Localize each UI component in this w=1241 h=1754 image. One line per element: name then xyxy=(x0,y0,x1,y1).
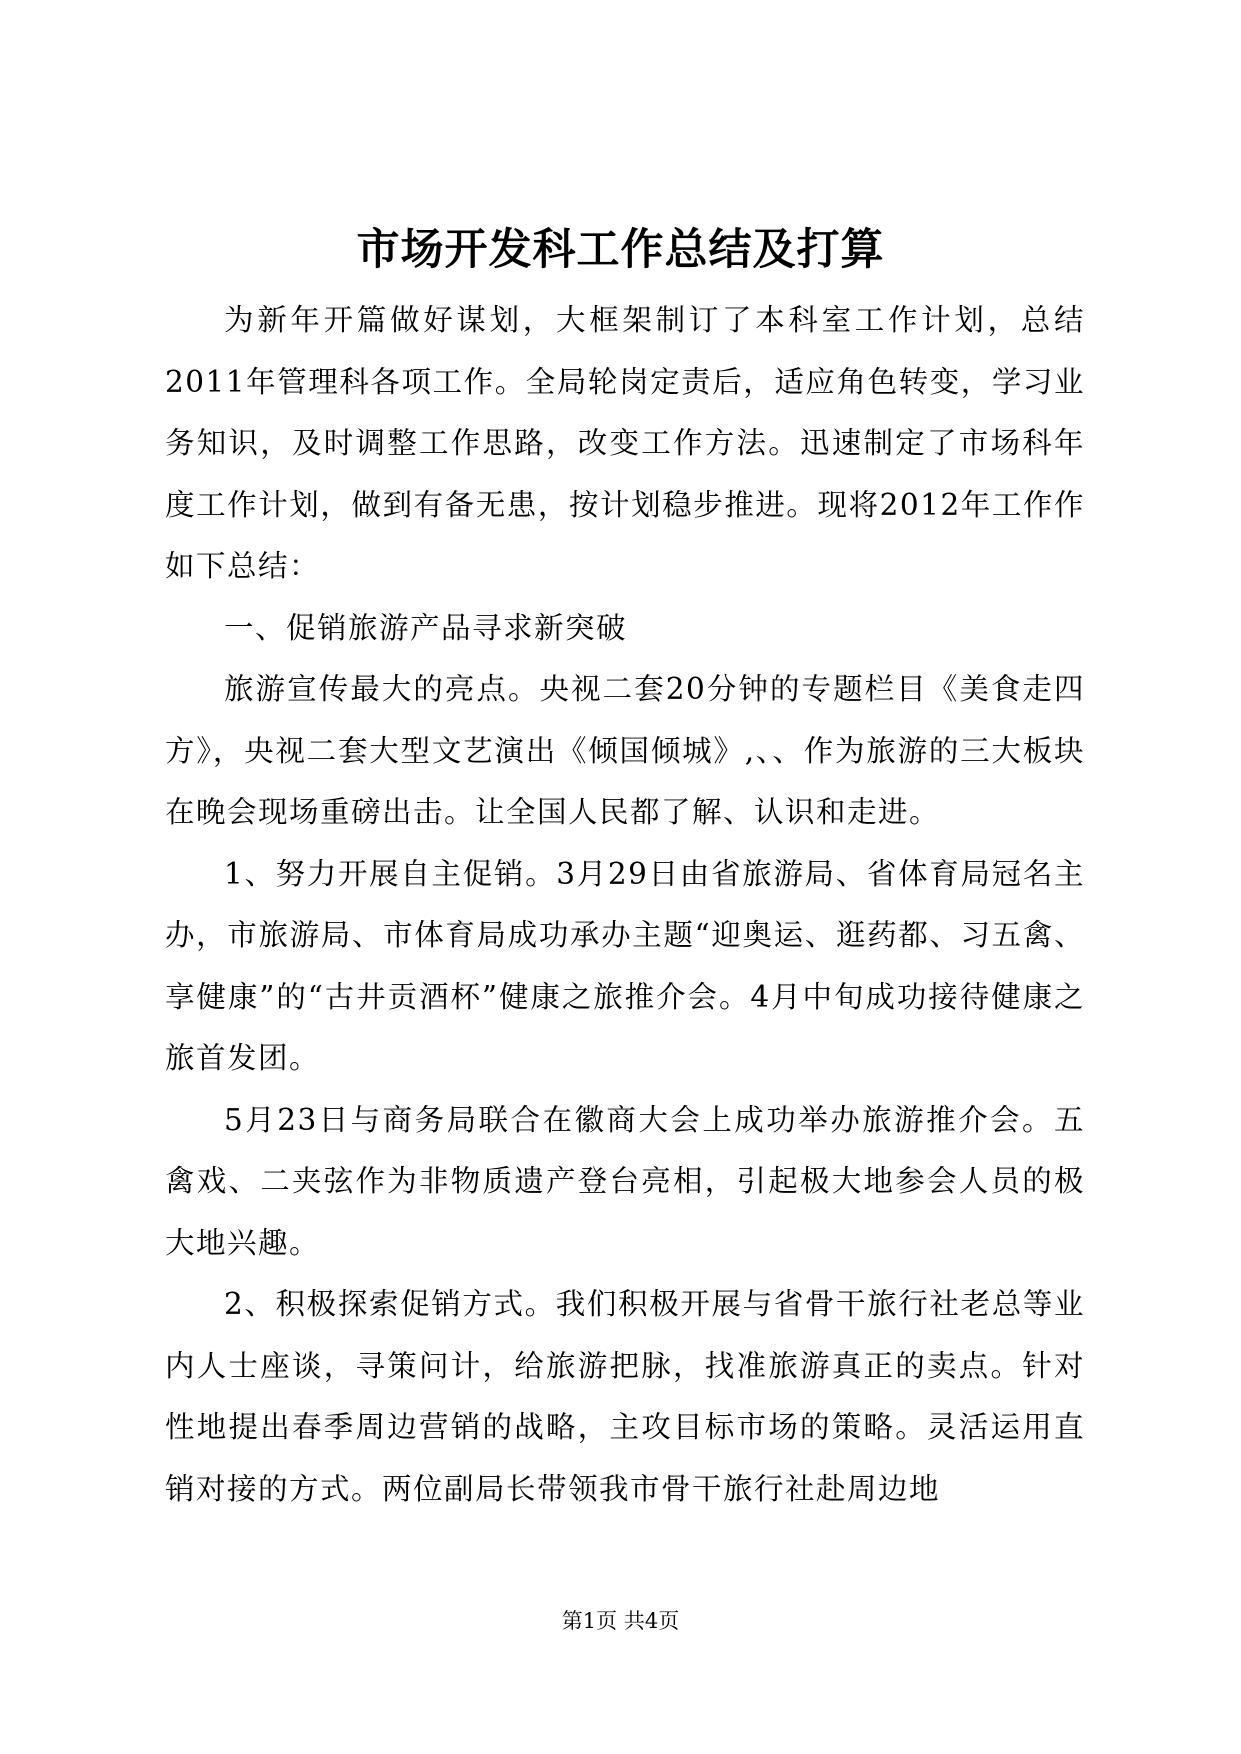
paragraph-item-2: 2、积极探索促销方式。我们积极开展与省骨干旅行社老总等业内人士座谈，寻策问计，给旅游把脉，找准旅游真正的卖点。针对性地提出春季周边营销的战略，主攻目标市场的策略。灵活运用直销对接的方式。两位副局长带领我市骨干旅行社赴周边地 xyxy=(165,1287,1085,1506)
document-title: 市场开发科工作总结及打算 xyxy=(356,225,885,275)
section-heading-1: 一、促销旅游产品寻求新突破 xyxy=(224,610,628,645)
document-body xyxy=(165,290,1085,1520)
page-number-footer: 第1页 共4页 xyxy=(561,1609,680,1633)
paragraph-event-may: 5月23日与商务局联合在徽商大会上成功举办旅游推介会。五禽戏、二夹弦作为非物质遗产登台亮相，引起极大地参会人员的极大地兴趣。 xyxy=(165,1102,1085,1260)
paragraph-item-1: 1、努力开展自主促销。3月29日由省旅游局、省体育局冠名主办，市旅游局、市体育局成功承办主题“迎奥运、逛药都、习五禽、享健康”的“古井贡酒杯”健康之旅推介会。4月中旬成功接待健康之旅首发团。 xyxy=(165,856,1085,1075)
paragraph-intro: 为新年开篇做好谋划，大框架制订了本科室工作计划，总结2011年管理科各项工作。全局轮岗定责后，适应角色转变，学习业务知识，及时调整工作思路，改变工作方法。迅速制定了市场科年度工作计划，做到有备无患，按计划稳步推进。现将2012年工作作如下总结： xyxy=(165,303,1085,583)
paragraph-highlight: 旅游宣传最大的亮点。央视二套20分钟的专题栏目《美食走四方》，央视二套大型文艺演出《倾国倾城》,、、作为旅游的三大板块在晚会现场重磅出击。让全国人民都了解、认识和走进。 xyxy=(165,672,1085,829)
